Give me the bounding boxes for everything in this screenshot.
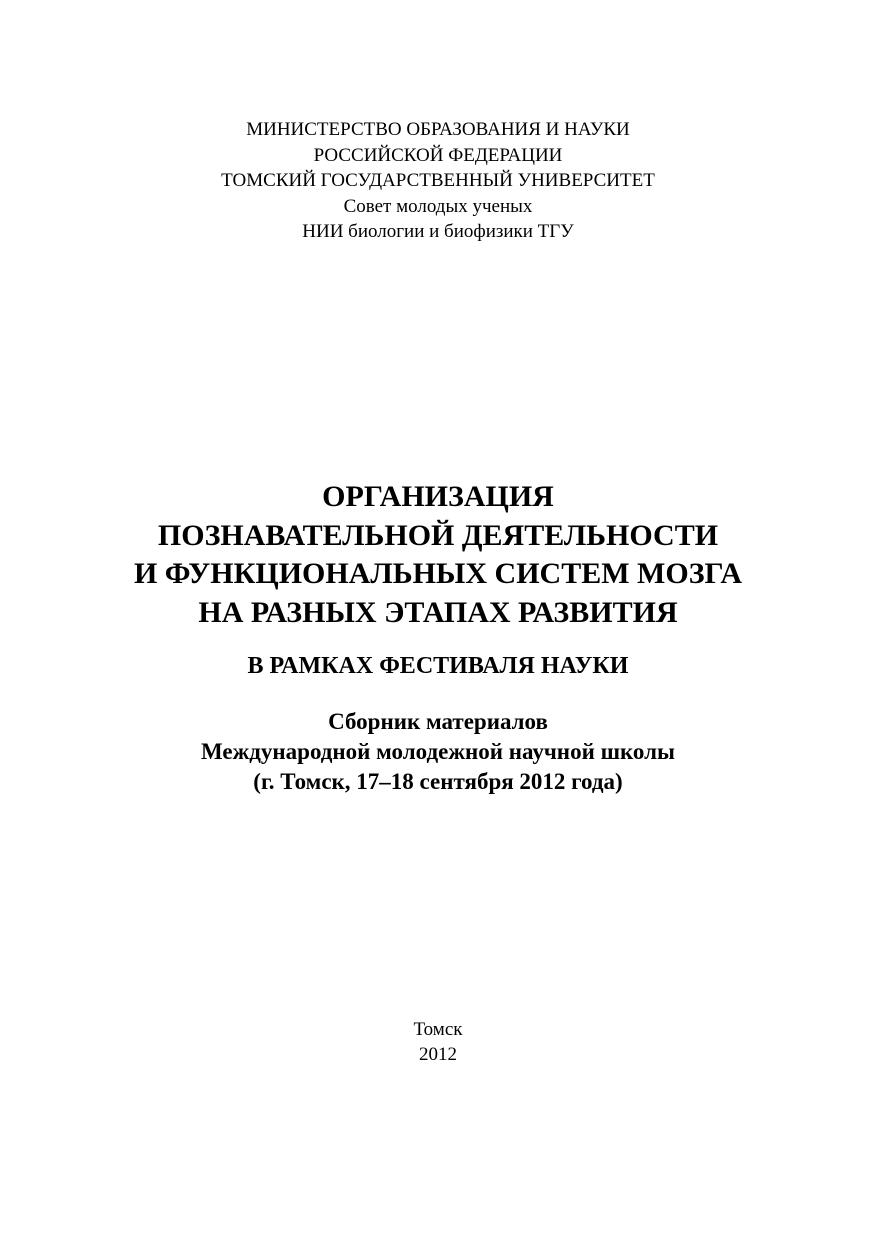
university-name: ТОМСКИЙ ГОСУДАРСТВЕННЫЙ УНИВЕРСИТЕТ [221,170,655,191]
collection-description [0,707,876,797]
imprint-year: 2012 [419,1044,457,1065]
title-line-2: ПОЗНАВАТЕЛЬНОЙ ДЕЯТЕЛЬНОСТИ [157,518,719,552]
collection-line-3: (г. Томск, 17–18 сентября 2012 года) [253,769,623,794]
institute-name: НИИ биологии и биофизики ТГУ [302,221,574,242]
title-line-4: НА РАЗНЫХ ЭТАПАХ РАЗВИТИЯ [198,595,678,629]
organization-header [0,117,876,245]
ministry-line-1: МИНИСТЕРСТВО ОБРАЗОВАНИЯ И НАУКИ [246,119,630,140]
book-title [0,478,876,632]
collection-line-1: Сборник материалов [328,709,548,734]
title-line-1: ОРГАНИЗАЦИЯ [322,480,554,513]
council-name: Совет молодых ученых [343,195,533,217]
subtitle-line: В РАМКАХ ФЕСТИВАЛЯ НАУКИ [247,653,629,679]
ministry-line-2: РОССИЙСКОЙ ФЕДЕРАЦИИ [313,144,563,166]
imprint [0,1017,876,1067]
book-subtitle [0,650,876,682]
imprint-city: Томск [413,1019,463,1040]
title-line-3: И ФУНКЦИОНАЛЬНЫХ СИСТЕМ МОЗГА [133,557,743,590]
collection-line-2: Международной молодежной научной школы [200,739,675,764]
